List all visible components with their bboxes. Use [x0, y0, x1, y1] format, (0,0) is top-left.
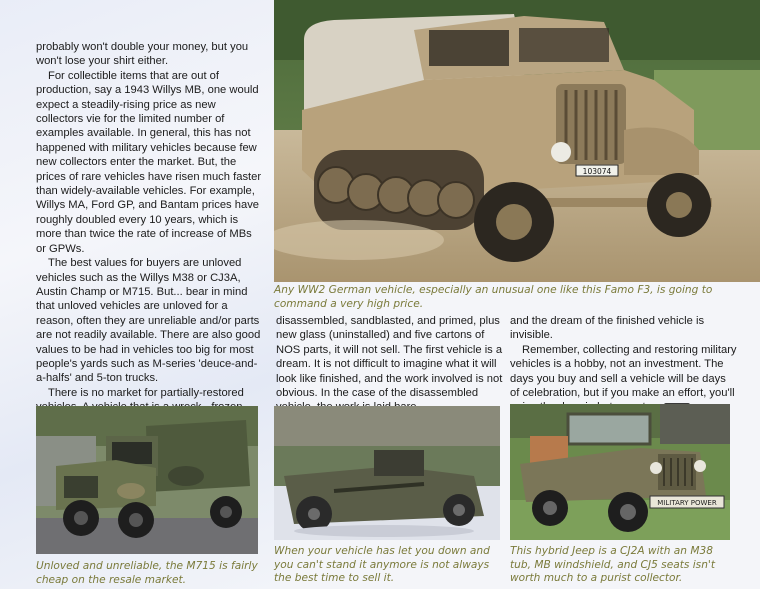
paragraph: probably won't double your money, but you won't lose your shirt either.	[36, 41, 249, 68]
photo-wrecked-jeep	[274, 406, 500, 540]
article-column-2	[276, 314, 506, 415]
famo-halftrack-illustration	[274, 0, 760, 282]
paragraph-text: Remember, collecting and restoring military vehicles is a hobby, not an investment. The days you buy and sell a vehicle will be days of celebration, but if you make an effort, you'll	[510, 343, 737, 400]
photo-famo-halftrack	[274, 0, 760, 282]
photo-hybrid-jeep	[510, 404, 730, 540]
paragraph: The best values for buyers are unloved vehicles such as the Willys M38 or CJ3A, Austin Champ or M715. But... bear in mind that unloved vehicles are unloved for a reason, often they are unreliable and/or parts are not readily available. There are also good values to be had in vehicles too big for most people's yards such as M-series 'deuce-and-a-halfs' and 5-ton trucks.	[36, 257, 261, 385]
jeep-plate: MILITARY POWER	[657, 499, 717, 507]
m715-illustration	[36, 406, 258, 554]
famo-plate: 103074	[582, 167, 612, 176]
hybrid-jeep-illustration	[510, 404, 730, 540]
caption-m715: Unloved and unreliable, the M715 is fairly cheap on the resale market.	[36, 560, 258, 586]
caption-hybrid-jeep: This hybrid Jeep is a CJ2A with an M38 tub, MB windshield, and CJ5 seats isn't worth much to a purist collector.	[510, 545, 715, 585]
article-column-3	[510, 314, 738, 415]
wrecked-jeep-illustration	[274, 406, 500, 540]
paragraph: disassembled, sandblasted, and primed, plus new glass (uninstalled) and five cartons of NOS parts, it will not sell. The first vehicle is a dream. It is not difficult to imagine what it will look like finished, and the work involved is not obvious. In the case of the disassembled	[276, 315, 503, 400]
caption-wrecked-jeep: When your vehicle has let you down and you can't stand it anymore is not always the best time to sell it.	[274, 545, 490, 585]
paragraph: and the dream of the finished vehicle is invisible.	[510, 315, 705, 342]
paragraph: For collectible items that are out of production, say a 1943 Willys MB, one would expect a steadily-rising price as new collectors vie for the limited number of examples available. In general, this has not happened with military vehicles because few new collectors enter the market. But, the prices of rare vehicles have risen much faster than widely-available vehicles. For example, Willys MA, Ford GP, and Bantam prices have roughly doubled every 10 years, which is more than twice the rate of increase of MBs or GPWs.	[36, 69, 262, 255]
photo-m715	[36, 406, 258, 554]
caption-famo: Any WW2 German vehicle, especially an unusual one like this Famo F3, is going to command a very high price.	[274, 284, 713, 310]
paragraph: There is no market for partially-restored	[48, 386, 244, 399]
